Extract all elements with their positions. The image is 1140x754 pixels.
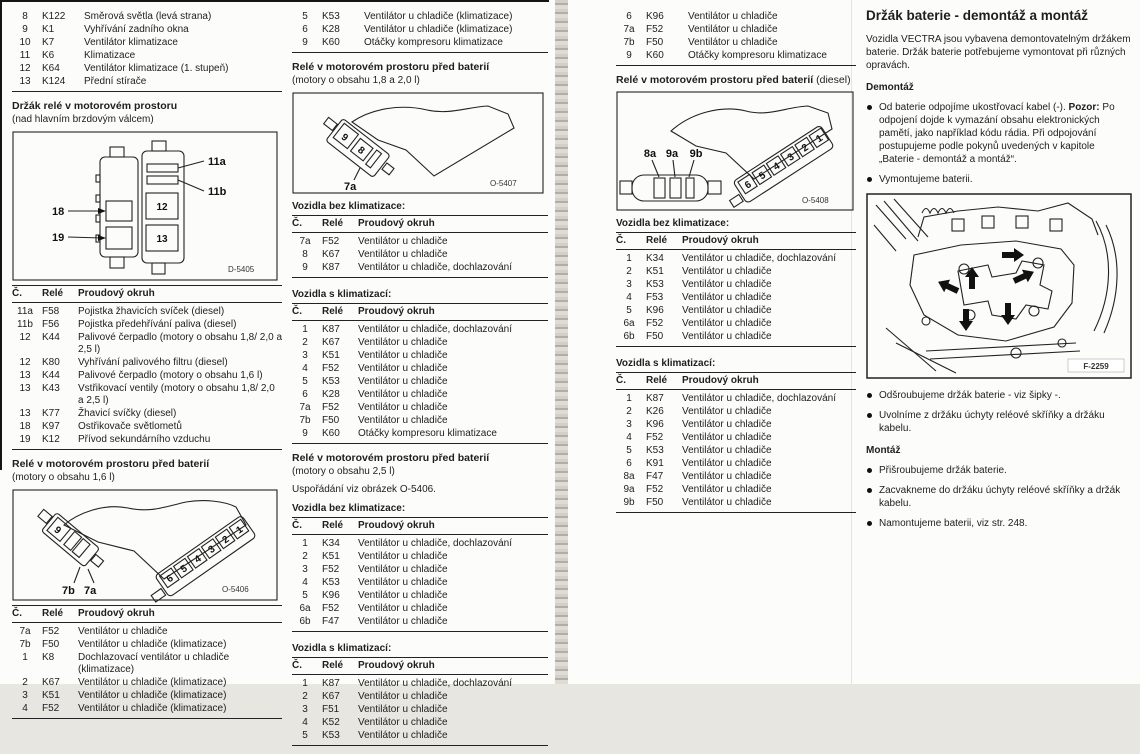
relay-table-25-no-ac (292, 518, 548, 632)
table-row: 11b F56 Pojistka předehřívání paliva (diesel) (17, 319, 237, 330)
list-item: Uvolníme z držáku úchyty reléové skříňky a držáku kabelu. (866, 409, 1132, 435)
table-row: 6 K96 Ventilátor u chladiče (626, 11, 778, 22)
relay-table-holder (12, 285, 282, 450)
table-row: 12 K80 Vyhřívání palivového filtru (diesel) (19, 357, 228, 368)
table-row: 3 K96 Ventilátor u chladiče (626, 419, 772, 430)
battery-holder-photo (866, 193, 1132, 379)
diagram-label: 3 (206, 543, 218, 556)
table-row: 13 K43 Vstřikovací ventily (motory o obsahu 1,8/ 2,0 a 2,5 l) (19, 383, 275, 406)
table-row: 8 K67 Ventilátor u chladiče (302, 249, 448, 260)
col-header-rele: Relé (322, 216, 358, 233)
diagram-label: 2 (220, 533, 232, 547)
demontaz-bullets-after (866, 389, 1132, 435)
table-row: 7b F50 Ventilátor u chladiče (299, 415, 448, 426)
relay-table-16l (12, 605, 282, 719)
table-row: 3 F52 Ventilátor u chladiče (302, 564, 448, 575)
diagram-label: 9a (665, 148, 679, 160)
table-row: 5 K53 Ventilátor u chladiče (302, 376, 448, 387)
relay-list-continued (616, 8, 856, 66)
relay-table-25-ac (292, 658, 548, 746)
relay-table-18-no-ac (292, 216, 548, 278)
col-header-okruh: Proudový okruh (78, 606, 282, 623)
col-header-okruh: Proudový okruh (358, 658, 548, 675)
table-row: 5 K53 Ventilátor u chladiče (292, 730, 548, 746)
table-row: 13 K124 Přední stírače (12, 76, 282, 92)
variant-label: Vozidla bez klimatizace: (616, 215, 856, 233)
table-row: 5 K96 Ventilátor u chladiče (302, 590, 448, 601)
relay-list-continued (292, 8, 548, 53)
bullet-bold-text: Pozor: (1068, 102, 1100, 113)
table-row: 6 K91 Ventilátor u chladiče (626, 458, 772, 469)
relay-strip-diagram-diesel (616, 91, 854, 211)
column-3 (616, 6, 856, 521)
table-row: 6 K28 Ventilátor u chladiče (302, 389, 448, 400)
montaz-bullets (866, 464, 1132, 530)
table-row: 4 F52 Ventilátor u chladiče (klimatizace) (12, 703, 282, 719)
col-header-num: Č. (292, 658, 322, 675)
table-header-row (292, 216, 548, 233)
relay-holder-diagram (12, 131, 278, 281)
diagram-label: 6 (164, 572, 176, 586)
table-row: 8 K122 Směrová světla (levá strana) (22, 11, 212, 22)
diagram-label: 8 (355, 144, 367, 157)
table-row: 2 K67 Ventilátor u chladiče (302, 337, 448, 348)
table-row: 3 K53 Ventilátor u chladiče (626, 279, 772, 290)
diagram-label: 7a (344, 181, 357, 193)
article-title: Držák baterie - demontáž a montáž (866, 8, 1089, 23)
table-row: 2 K26 Ventilátor u chladiče (626, 406, 772, 417)
table-row: 6b F47 Ventilátor u chladiče (292, 616, 548, 632)
diagram-label: 7b (62, 585, 75, 597)
table-row: 4 F52 Ventilátor u chladiče (626, 432, 772, 443)
table-row: 3 K51 Ventilátor u chladiče (302, 350, 448, 361)
table-row: 6 K28 Ventilátor u chladiče (klimatizace) (302, 24, 513, 35)
table-row: 2 K51 Ventilátor u chladiče (302, 551, 448, 562)
table-row: 11 K6 Klimatizace (19, 50, 136, 61)
table-row: 9 K60 Otáčky kompresoru klimatizace (292, 37, 548, 53)
table-row: 13 K44 Palivové čerpadlo (motory o obsahu 1,6 l) (19, 370, 263, 381)
diagram-label: 5 (178, 563, 190, 576)
diagram-label: 5 (757, 169, 768, 183)
diagram-code: D-5405 (228, 265, 255, 274)
diagram-label: 9b (689, 148, 703, 160)
col-header-rele: Relé (646, 233, 682, 250)
list-item: Vymontujeme baterii. (866, 173, 1132, 186)
table-row: 6a F52 Ventilátor u chladiče (623, 318, 772, 329)
col-header-okruh: Proudový okruh (358, 304, 548, 321)
table-row: 9a F52 Ventilátor u chladiče (623, 484, 772, 495)
list-item: Zacvakneme do držáku úchyty reléové skříňky a držák kabelu. (866, 484, 1132, 510)
subsection-heading-demontaz: Demontáž (866, 82, 914, 93)
list-item: Přišroubujeme držák baterie. (866, 464, 1132, 477)
col-header-num: Č. (292, 304, 322, 321)
table-row: 1 K87 Ventilátor u chladiče, dochlazování (302, 678, 512, 689)
table-row: 8a F47 Ventilátor u chladiče (623, 471, 772, 482)
diagram-label: 4 (771, 160, 783, 173)
table-row: 7a F52 Ventilátor u chladiče (299, 236, 448, 247)
table-header-row (616, 373, 856, 390)
table-row: 4 K53 Ventilátor u chladiče (302, 577, 448, 588)
variant-label: Vozidla s klimatizací: (616, 355, 856, 373)
table-row: 12 K44 Palivové čerpadlo (motory o obsahu 1,8/ 2,0 a 2,5 l) (19, 332, 283, 355)
list-item: Namontujeme baterii, viz str. 248. (866, 517, 1132, 530)
col-header-rele: Relé (42, 286, 78, 303)
table-header-row (292, 518, 548, 535)
section-subheading: (nad hlavním brzdovým válcem) (12, 114, 154, 125)
diagram-label: 8a (643, 148, 657, 160)
table-row: 2 K67 Ventilátor u chladiče (klimatizace) (22, 677, 227, 688)
diagram-label: 6 (743, 179, 754, 192)
table-header-row (292, 304, 548, 321)
table-row: 9 K87 Ventilátor u chladiče, dochlazování (292, 262, 548, 278)
diagram-code: O-5407 (490, 179, 517, 188)
table-row: 4 F53 Ventilátor u chladiče (626, 292, 772, 303)
layout-note: Uspořádání viz obrázek O-5406. (292, 484, 436, 495)
table-row: 7b F50 Ventilátor u chladiče (klimatizace) (19, 639, 227, 650)
section-subheading: (motory o obsahu 1,8 a 2,0 l) (292, 75, 420, 86)
diagram-label: 3 (785, 151, 797, 164)
table-row: 11a F58 Pojistka žhavicích svíček (diesel) (17, 306, 225, 317)
relay-table-diesel-no-ac (616, 233, 856, 347)
bullet-text: Po odpojení dojde k vymazání obsahu elektronických pamětí, jako například kódu rádia. Při odpojování postupujeme podle pokynů uvedených v kapitole „Baterie - demontáž a montáž“. (879, 102, 1115, 165)
table-row: 2 K51 Ventilátor u chladiče (626, 266, 772, 277)
table-row: 7a F52 Ventilátor u chladiče (299, 402, 448, 413)
scan-left-border (0, 0, 2, 470)
list-item (866, 101, 1132, 166)
column-1 (12, 6, 282, 727)
col-header-rele: Relé (322, 518, 358, 535)
diagram-label: 19 (52, 232, 65, 244)
table-row: 2 K67 Ventilátor u chladiče (302, 691, 448, 702)
col-header-rele: Relé (42, 606, 78, 623)
col-header-okruh: Proudový okruh (78, 286, 282, 303)
table-row: 7b F50 Ventilátor u chladiče (623, 37, 778, 48)
section-subheading: (motory o obsahu 1,6 l) (12, 472, 115, 483)
col-header-okruh: Proudový okruh (358, 518, 548, 535)
col-header-num: Č. (292, 216, 322, 233)
column-2 (292, 6, 548, 754)
table-row: 1 K87 Ventilátor u chladiče, dochlazování (302, 324, 512, 335)
table-row: 7a F52 Ventilátor u chladiče (623, 24, 778, 35)
table-row: 1 K34 Ventilátor u chladiče, dochlazování (302, 538, 512, 549)
list-item: Odšroubujeme držák baterie - viz šipky -. (866, 389, 1132, 402)
variant-label: Vozidla s klimatizací: (292, 640, 548, 658)
table-row: 5 K96 Ventilátor u chladiče (626, 305, 772, 316)
variant-label: Vozidla bez klimatizace: (292, 500, 548, 518)
section-subheading: (motory o obsahu 2,5 l) (292, 466, 395, 477)
section-heading: Držák relé v motorovém prostoru (12, 100, 178, 112)
scan-top-border (0, 0, 549, 2)
table-row: 9 K60 Otáčky kompresoru klimatizace (292, 428, 548, 444)
relay-strip-diagram-18-20l (292, 92, 544, 194)
relay-table-18-ac (292, 304, 548, 444)
table-row: 7a F52 Ventilátor u chladiče (19, 626, 168, 637)
section-heading (616, 74, 856, 87)
table-header-row (12, 606, 282, 623)
diagram-label: 2 (800, 142, 811, 155)
section-heading: Relé v motorovém prostoru před baterií (12, 458, 210, 470)
diagram-label: 9 (338, 131, 350, 144)
table-row: 9 K60 Otáčky kompresoru klimatizace (616, 50, 856, 66)
col-header-num: Č. (616, 373, 646, 390)
diagram-label: 18 (52, 206, 65, 218)
col-header-num: Č. (292, 518, 322, 535)
table-row: 4 K52 Ventilátor u chladiče (302, 717, 448, 728)
col-header-okruh: Proudový okruh (358, 216, 548, 233)
table-row: 5 K53 Ventilátor u chladiče (626, 445, 772, 456)
section-heading-suffix: (diesel) (816, 74, 851, 86)
diagram-label: 11a (208, 156, 226, 168)
table-row: 13 K77 Žhavicí svíčky (diesel) (19, 408, 177, 419)
table-row: 3 F51 Ventilátor u chladiče (302, 704, 448, 715)
diagram-label: 9 (51, 524, 63, 537)
table-row: 9 K1 Vyhřívání zadního okna (22, 24, 189, 35)
col-header-num: Č. (616, 233, 646, 250)
demontaz-bullets (866, 101, 1132, 186)
diagram-label: 1 (814, 132, 825, 146)
col-header-num: Č. (12, 286, 42, 303)
col-header-okruh: Proudový okruh (682, 373, 856, 390)
diagram-label: 4 (192, 553, 204, 566)
diagram-label: 13 (156, 234, 168, 245)
table-row: 12 K64 Ventilátor klimatizace (1. stupeň) (19, 63, 229, 74)
table-row: 19 K12 Přívod sekundárního vzduchu (12, 434, 282, 450)
fixing-arrows (935, 248, 1037, 331)
table-row: 6b F50 Ventilátor u chladiče (616, 331, 856, 347)
relay-list-top (12, 8, 282, 92)
table-row: 18 K97 Ostřikovače světlometů (19, 421, 182, 432)
table-row: 10 K7 Ventilátor klimatizace (19, 37, 178, 48)
section-heading-text: Relé v motorovém prostoru před baterií (616, 74, 814, 86)
bullet-text: Od baterie odpojíme ukostřovací kabel (-). (879, 102, 1069, 113)
col-header-rele: Relé (646, 373, 682, 390)
col-header-num: Č. (12, 606, 42, 623)
col-header-rele: Relé (322, 658, 358, 675)
section-heading: Relé v motorovém prostoru před baterií (292, 61, 490, 73)
section-heading: Relé v motorovém prostoru před baterií (292, 452, 490, 464)
table-header-row (292, 658, 548, 675)
diagram-label: 7a (84, 585, 97, 597)
variant-label: Vozidla s klimatizací: (292, 286, 548, 304)
relay-strip-diagram-16l (12, 489, 278, 601)
diagram-code: O-5408 (802, 196, 829, 205)
table-header-row (12, 286, 282, 303)
table-row: 5 K53 Ventilátor u chladiče (klimatizace) (302, 11, 513, 22)
diagram-label: 11b (208, 186, 227, 198)
subsection-heading-montaz: Montáž (866, 445, 901, 456)
table-header-row (616, 233, 856, 250)
table-row: 9b F50 Ventilátor u chladiče (616, 497, 856, 513)
diagram-code: O-5406 (222, 585, 249, 594)
col-header-rele: Relé (322, 304, 358, 321)
relay-table-diesel-ac (616, 373, 856, 513)
table-row: 3 K51 Ventilátor u chladiče (klimatizace) (22, 690, 227, 701)
variant-label: Vozidla bez klimatizace: (292, 198, 548, 216)
photo-code: F-2259 (1083, 362, 1109, 371)
book-spine (555, 0, 568, 684)
table-row: 1 K87 Ventilátor u chladiče, dochlazování (626, 393, 836, 404)
table-row: 6a F52 Ventilátor u chladiče (299, 603, 448, 614)
intro-paragraph: Vozidla VECTRA jsou vybavena demontovatelným držákem baterie. Držák baterie potřebujeme vymontovat při různých opravách. (866, 34, 1131, 71)
table-row: 1 K8 Dochlazovací ventilátor u chladiče (klimatizace) (22, 652, 230, 675)
table-row: 1 K34 Ventilátor u chladiče, dochlazování (626, 253, 836, 264)
col-header-okruh: Proudový okruh (682, 233, 856, 250)
diagram-label: 12 (156, 202, 168, 213)
column-4 (866, 8, 1132, 537)
diagram-label: 1 (234, 524, 246, 537)
table-row: 4 F52 Ventilátor u chladiče (302, 363, 448, 374)
